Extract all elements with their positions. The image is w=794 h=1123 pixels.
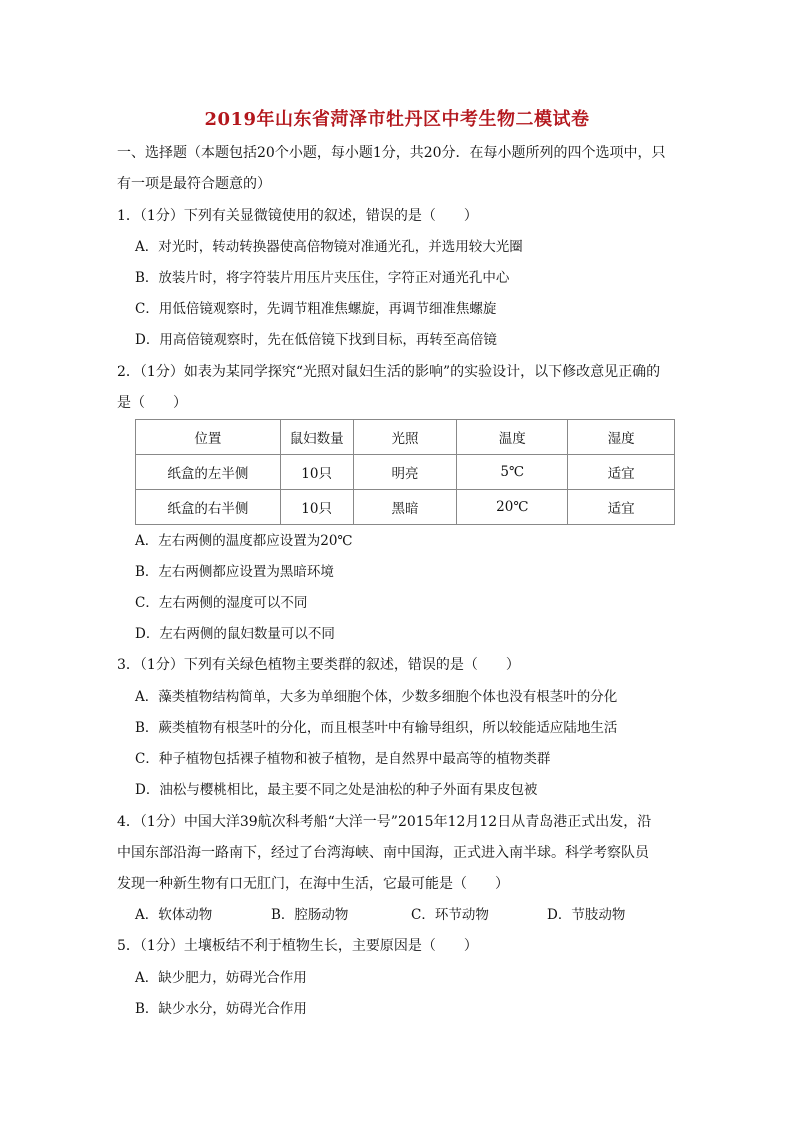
experiment-table xyxy=(135,419,675,525)
table-header-cell: 位置 xyxy=(136,420,281,455)
table-row xyxy=(136,455,675,490)
table-cell: 10只 xyxy=(280,455,353,490)
question-3-option-a: A．藻类植物结构简单，大多为单细胞个体，少数多细胞个体也没有根茎叶的分化 xyxy=(135,689,618,705)
question-3-option-c: C．种子植物包括裸子植物和被子植物，是自然界中最高等的植物类群 xyxy=(135,751,551,767)
table-cell: 适宜 xyxy=(568,455,675,490)
table-cell: 20℃ xyxy=(457,490,568,525)
page-title: 2019年山东省菏泽市牡丹区中考生物二模试卷 xyxy=(204,109,590,130)
section-heading-line1: 一、选择题（本题包括20个小题，每小题1分，共20分．在每小题所列的四个选项中，只 xyxy=(117,145,666,161)
table-header-cell: 光照 xyxy=(353,420,457,455)
question-2-stem-line1: 2．（1分）如表为某同学探究“光照对鼠妇生活的影响”的实验设计，以下修改意见正确的 xyxy=(117,364,661,380)
question-2-option-d: D．左右两侧的鼠妇数量可以不同 xyxy=(135,626,335,642)
question-2-option-c: C．左右两侧的湿度可以不同 xyxy=(135,595,308,611)
question-4-option-d: D．节肢动物 xyxy=(547,907,626,923)
question-1-stem: 1．（1分）下列有关显微镜使用的叙述，错误的是（ ） xyxy=(117,208,478,224)
question-1-option-c: C．用低倍镜观察时，先调节粗准焦螺旋，再调节细准焦螺旋 xyxy=(135,301,497,317)
question-5-option-b: B．缺少水分，妨碍光合作用 xyxy=(135,1001,307,1017)
question-2-stem-line2: 是（ ） xyxy=(117,395,187,411)
question-4-option-a: A．软体动物 xyxy=(135,907,213,923)
table-header-row xyxy=(136,420,675,455)
question-5-stem: 5．（1分）土壤板结不利于植物生长，主要原因是（ ） xyxy=(117,938,478,954)
question-3-option-b: B．蕨类植物有根茎叶的分化，而且根茎叶中有输导组织，所以较能适应陆地生活 xyxy=(135,720,618,736)
table-cell: 明亮 xyxy=(353,455,457,490)
table-header-cell: 湿度 xyxy=(568,420,675,455)
question-3-option-d: D．油松与樱桃相比，最主要不同之处是油松的种子外面有果皮包被 xyxy=(135,782,538,798)
table-cell: 纸盒的右半侧 xyxy=(136,490,281,525)
table-header-cell: 鼠妇数量 xyxy=(280,420,353,455)
question-4-option-c: C．环节动物 xyxy=(411,907,489,923)
table-row xyxy=(136,490,675,525)
section-heading-line2: 有一项是最符合题意的） xyxy=(117,176,271,192)
table-cell: 纸盒的左半侧 xyxy=(136,455,281,490)
question-4-option-b: B．腔肠动物 xyxy=(271,907,349,923)
question-5-option-a: A．缺少肥力，妨碍光合作用 xyxy=(135,970,307,986)
table-cell: 5℃ xyxy=(457,455,568,490)
question-2-option-b: B．左右两侧都应设置为黑暗环境 xyxy=(135,564,334,580)
question-4-stem-line1: 4．（1分）中国大洋39航次科考船“大洋一号”2015年12月12日从青岛港正式出发，沿 xyxy=(117,814,652,830)
question-3-stem: 3．（1分）下列有关绿色植物主要类群的叙述，错误的是（ ） xyxy=(117,657,520,673)
question-1-option-a: A．对光时，转动转换器使高倍物镜对准通光孔，并选用较大光圈 xyxy=(135,239,523,255)
question-4-stem-line3: 发现一种新生物有口无肛门，在海中生活，它最可能是（ ） xyxy=(117,876,509,892)
question-4-stem-line2: 中国东部沿海一路南下，经过了台湾海峡、南中国海，正式进入南半球。科学考察队员 xyxy=(117,845,649,861)
table-header-cell: 温度 xyxy=(457,420,568,455)
question-1-option-b: B．放装片时，将字符装片用压片夹压住，字符正对通光孔中心 xyxy=(135,270,510,286)
table-cell: 适宜 xyxy=(568,490,675,525)
question-2-option-a: A．左右两侧的温度都应设置为20℃ xyxy=(135,533,353,549)
table-cell: 黑暗 xyxy=(353,490,457,525)
question-1-option-d: D．用高倍镜观察时，先在低倍镜下找到目标，再转至高倍镜 xyxy=(135,332,497,348)
table-cell: 10只 xyxy=(280,490,353,525)
